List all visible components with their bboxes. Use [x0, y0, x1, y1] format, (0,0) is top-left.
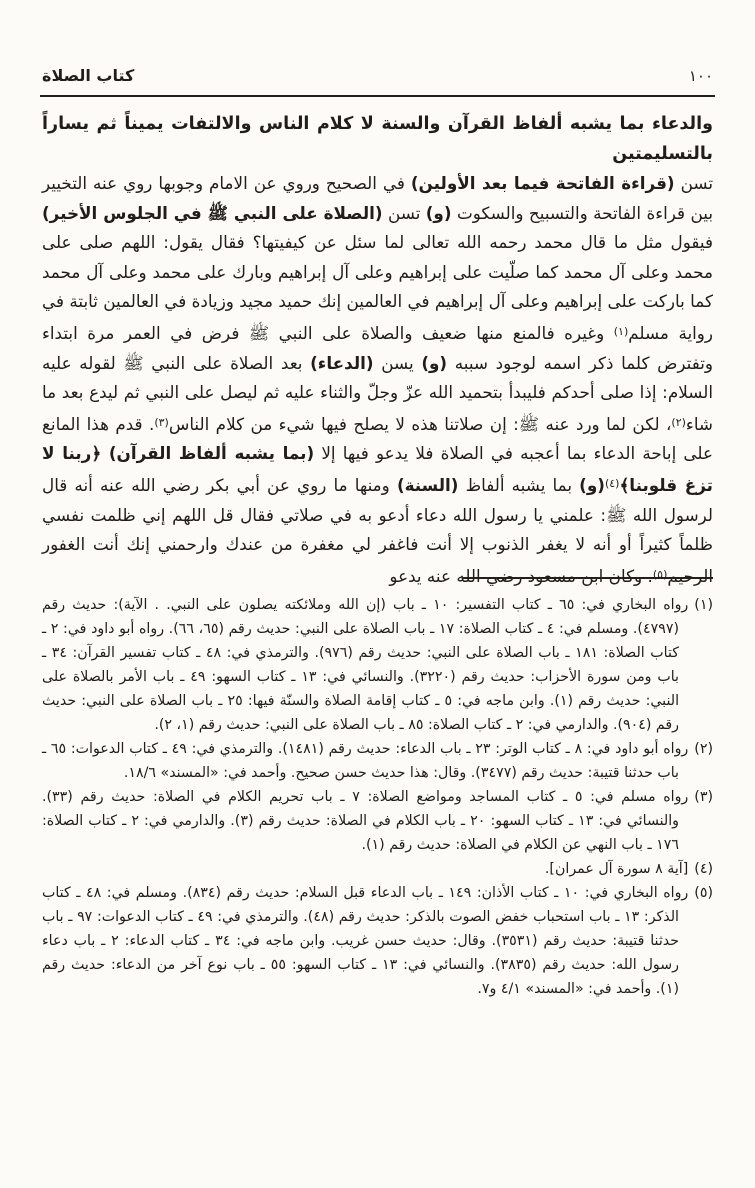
body-text-segment: وغيره فالمنع منها ضعيف والصلاة على النبي ﷺ فرض في العمر مرة ابتداء وتفترض كلما ذكر اسمه لوجود سببه	[42, 322, 713, 373]
body-text-segment: . قدم هذا المانع على إباحة الدعاء بما أعجبه في الصلاة فلا يدعو فيها إلا	[42, 413, 713, 464]
footnote-item	[42, 785, 713, 857]
footnote-item	[42, 593, 713, 737]
footnote-item	[42, 881, 713, 1001]
body-text-segment: تسن	[382, 202, 426, 223]
matn-bold-segment: (قراءة الفاتحة فيما بعد الأولين)	[410, 173, 675, 193]
footnote-marker: (٢)	[694, 741, 713, 757]
footnote-separator	[463, 577, 713, 579]
running-head-title: كتاب الصلاة	[42, 66, 135, 85]
matn-heading-line: والدعاء بما يشبه ألفاظ القرآن والسنة لا كلام الناس والالتفات يميناً ثم يساراً بالتسليمتين	[42, 114, 713, 164]
matn-bold-segment: (و)	[425, 202, 452, 223]
matn-bold-segment: (بما يشبه ألفاظ القرآن)	[108, 443, 315, 464]
body-text-segment: . وكان ابن مسعود رضي الله عنه يدعو	[389, 565, 653, 586]
footnote-item	[42, 737, 713, 785]
page-number: ١٠٠	[688, 67, 713, 85]
footnotes-section	[42, 593, 713, 1001]
body-text-segment: بعد الصلاة على النبي ﷺ لقوله عليه السلام: إذا صلى أحدكم فليبدأ بتحميد الله عزّ وجلّ والثناء عليه ثم ليصل على النبي ثم ليدع بعد ما شاء	[42, 352, 713, 434]
page-header	[42, 66, 713, 85]
matn-bold-segment: (و)	[579, 474, 605, 495]
header-rule-divider	[40, 95, 715, 97]
body-text-segment: في الصحيح وروي عن الامام وجوبها روي عنه التخيير بين قراءة الفاتحة والتسبيح والسكوت	[42, 173, 713, 223]
footnote-text: رواه البخاري في: ٦٥ ـ كتاب التفسير: ١٠ ـ باب (إن الله وملائكته يصلون على النبي. . الآية): حديث رقم (٤٧٩٧). ومسلم في: ٤ ـ كتاب الصلاة: ١٧ ـ باب الصلاة على النبي: حديث رقم (٦٥، ٦٦). رواه أبو داود في: ٢ ـ كتاب الصلاة: ١٨١ ـ باب الصلاة على النبي: حديث رقم (٩٧٦). والترمذي في: ٤٨ ـ كتاب تفسير القرآن: ٣٤ ـ باب ومن سورة الأحزاب: حديث رقم (٣٢٢٠). والنسائي في: ١٣ ـ كتاب السهو: ٤٩ ـ باب الأمر بالصلاة على النبي: حديث رقم (١). وابن ماجه في: ٥ ـ كتاب إقامة الصلاة والسنّة فيها: ٢٥ ـ باب الصلاة على النبي: حديث رقم (٩٠٤). والدارمي في: ٢ ـ كتاب الصلاة: ٨٥ ـ باب الصلاة على النبي: حديث رقم (١، ٢).	[42, 597, 689, 733]
footnote-text: رواه مسلم في: ٥ ـ كتاب المساجد ومواضع الصلاة: ٧ ـ باب تحريم الكلام في الصلاة: حديث رقم (٣٣). والنسائي في: ١٣ ـ كتاب السهو: ٢٠ ـ باب الكلام في الصلاة: حديث رقم (٣). والدارمي في: ٢ ـ كتاب الصلاة: ١٧٦ ـ باب النهي عن الكلام في الصلاة: حديث رقم (١).	[42, 789, 689, 853]
matn-bold-segment: ﴿ربنا لا تزغ قلوبنا﴾	[42, 443, 713, 495]
matn-bold-segment: (الدعاء)	[310, 352, 374, 373]
footnote-marker: (٣)	[694, 789, 713, 805]
footnote-text: رواه البخاري في: ١٠ ـ كتاب الأذان: ١٤٩ ـ باب الدعاء قبل السلام: حديث رقم (٨٣٤). ومسلم في: ٤٨ ـ كتاب الذكر: ١٣ ـ باب استحباب خفض الصوت بالذكر: حديث رقم (٤٨). والترمذي في: ٤٩ ـ كتاب الدعوات: ٩٧ ـ باب حدثنا قتيبة: حديث رقم (٣٥٣١). وقال: حديث حسن غريب. وابن ماجه في: ٣٤ ـ كتاب الدعاء: ٢ ـ باب دعاء رسول الله: حديث رقم (٣٨٣٥). والنسائي في: ١٣ ـ كتاب السهو: ٥٥ ـ باب نوع آخر من الدعاء: حديث رقم (١). وأحمد في: «المسند» ٤/١ و٧.	[42, 885, 689, 997]
footnote-reference: (٢)	[671, 415, 686, 429]
footnote-reference: (٣)	[154, 415, 169, 429]
body-text-segment: تسن	[674, 173, 713, 193]
body-text-segment: فيقول مثل ما قال محمد رحمه الله تعالى لما سئل عن كيفيتها؟ فقال يقول: اللهم صلى على محمد وعلى آل محمد كما صلّيت على إبراهيم وعلى آل إبراهيم وبارك على محمد وعلى آل محمد كما باركت على إبراهيم وعلى آل إبراهيم في العالمين إنك حميد مجيد وزيادة في العالمين ثابتة في رواية مسلم	[42, 232, 713, 343]
footnote-marker: (٤)	[694, 861, 713, 877]
body-text-segment: ، لكن لما ورد عنه ﷺ: إن صلاتنا هذه لا يصلح فيها شيء من كلام الناس	[168, 413, 672, 434]
footnote-text: [آية ٨ سورة آل عمران].	[544, 861, 689, 877]
body-text-segment: بما يشبه ألفاظ	[458, 474, 580, 495]
body-text-segment: يسن	[373, 352, 422, 373]
footnote-reference: (٤)	[604, 476, 620, 490]
footnote-reference: (٥)	[652, 567, 668, 581]
footnote-text: رواه أبو داود في: ٨ ـ كتاب الوتر: ٢٣ ـ باب الدعاء: حديث رقم (١٤٨١). والترمذي في: ٤٩ ـ كتاب الدعوات: ٦٥ ـ باب حدثنا قتيبة: حديث رقم (٣٤٧٧). وقال: هذا حديث حسن صحيح. وأحمد في: «المسند» ١٨/٦.	[42, 741, 689, 781]
matn-bold-segment: (السنة)	[396, 474, 459, 495]
footnote-marker: (١)	[694, 597, 713, 613]
footnote-marker: (٥)	[694, 885, 714, 901]
matn-bold-segment: (الصلاة على النبي ﷺ في الجلوس الأخير)	[42, 202, 383, 223]
body-text-segment: ومنها ما روي عن أبي بكر رضي الله عنه أنه قال لرسول الله ﷺ: علمني يا رسول الله دعاء أدعو به في صلاتي فقال قل اللهم إني ظلمت نفسي ظلماً كثيراً أو أنه لا يغفر الذنوب إلا أنت فاغفر لي مغفرة من عندك وارحمني إنك أنت الغفور الرحيم	[42, 474, 713, 586]
footnote-item	[42, 857, 713, 881]
body-paragraph	[42, 169, 713, 591]
footnote-reference: (١)	[613, 324, 629, 338]
matn-bold-segment: (و)	[421, 352, 448, 373]
